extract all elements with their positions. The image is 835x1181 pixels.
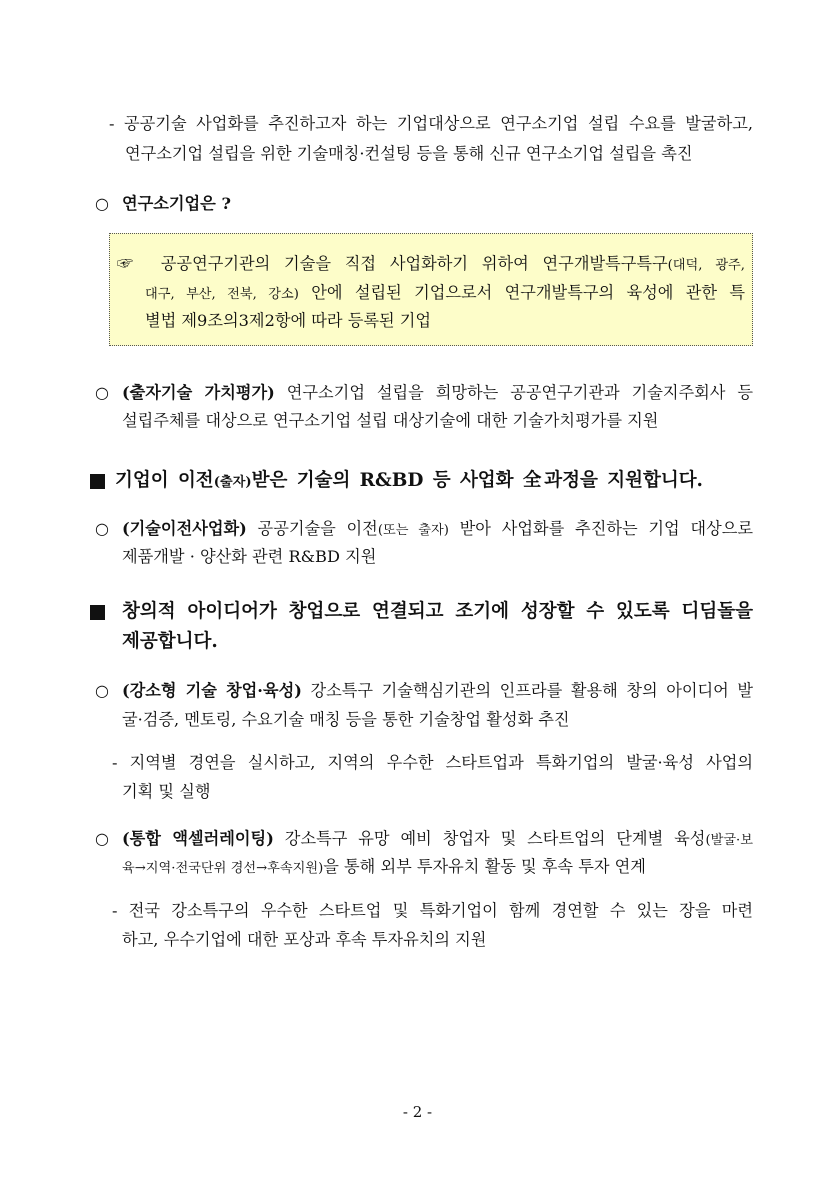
page-number: - 2 - (402, 1103, 433, 1121)
pointing-hand-icon: ☞ (117, 254, 134, 273)
startup-line-2: 굴·검증, 멘토링, 수요기술 매칭 등을 통한 기술창업 활성화 추진 (122, 710, 570, 729)
transfer-line-1: (기술이전사업화) 공공기술을 이전(또는 출자) 받아 사업화를 추진하는 기업 대상으로 (122, 519, 753, 538)
definition-line-3: 별법 제9조의3제2항에 따라 등록된 기업 (145, 311, 432, 330)
accel-line-2: 육→지역·전국단위 경선→후속지원)을 통해 외부 투자유치 활동 및 후속 투자 연계 (122, 857, 646, 876)
circle-bullet-icon: ○ (95, 383, 109, 402)
startup-line-1: (강소형 기술 창업·육성) 강소특구 기술핵심기관의 인프라를 활용해 창의 아이디어 발 (122, 681, 753, 700)
accel-sub-line-2: 하고, 우수기업에 대한 포상과 후속 투자유치의 지원 (122, 930, 487, 949)
section-heading-2-cont: 제공합니다. (122, 631, 218, 652)
circle-bullet-icon: ○ (95, 681, 109, 700)
startup-sub-line-1: - 지역별 경연을 실시하고, 지역의 우수한 스타트업과 특화기업의 발굴·육성 사업의 (112, 753, 753, 772)
transfer-line-2: 제품개발 · 양산화 관련 R&BD 지원 (122, 547, 377, 566)
startup-sub-line-2: 기획 및 실행 (122, 782, 211, 801)
body-line: 연구소기업 설립을 위한 기술매칭·컨설팅 등을 통해 신규 연구소기업 설립을 촉진 (125, 144, 693, 163)
circle-bullet-icon: ○ (95, 519, 109, 538)
valuation-line-1: (출자기술 가치평가) 연구소기업 설립을 희망하는 공공연구기관과 기술지주회사 등 (122, 383, 753, 402)
body-line: - 공공기술 사업화를 추진하고자 하는 기업대상으로 연구소기업 설립 수요를 발굴하고, (109, 114, 753, 133)
square-bullet-icon (90, 605, 105, 620)
accel-line-1: (통합 액셀러레이팅) 강소특구 유망 예비 창업자 및 스타트업의 단계별 육성(발굴·보 (122, 829, 753, 848)
circle-bullet-icon: ○ (95, 829, 109, 848)
section-heading-1: 기업이 이전(출자)받은 기술의 R&BD 등 사업화 全과정을 지원합니다. (115, 470, 703, 491)
definition-line-2: 대구, 부산, 전북, 강소) 안에 설립된 기업으로서 연구개발특구의 육성에 관한 특 (145, 283, 745, 302)
question-heading: 연구소기업은 ? (122, 194, 231, 213)
circle-bullet-icon: ○ (95, 194, 109, 213)
accel-sub-line-1: - 전국 강소특구의 우수한 스타트업 및 특화기업이 함께 경연할 수 있는 장을 마련 (112, 901, 753, 920)
definition-line-1: ☞ 공공연구기관의 기술을 직접 사업화하기 위하여 연구개발특구특구(대덕, 광주, (117, 254, 745, 273)
square-bullet-icon (90, 474, 105, 489)
section-heading-2: 창의적 아이디어가 창업으로 연결되고 조기에 성장할 수 있도록 디딤돌을 (122, 601, 753, 622)
valuation-line-2: 설립주체를 대상으로 연구소기업 설립 대상기술에 대한 기술가치평가를 지원 (122, 411, 659, 430)
